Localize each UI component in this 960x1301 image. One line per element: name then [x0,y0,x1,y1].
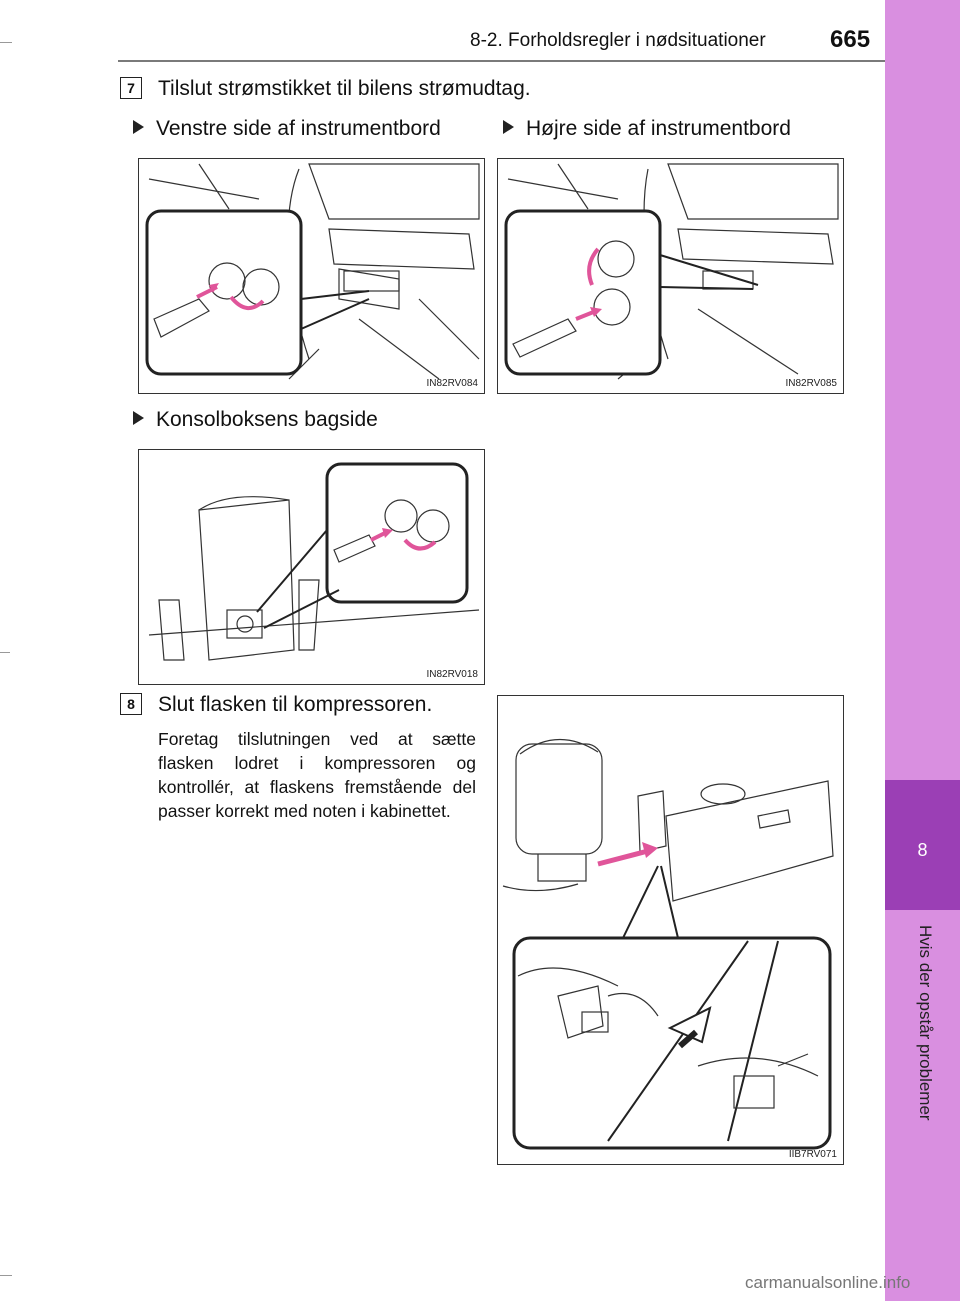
step-number-box: 7 [120,77,142,99]
triangle-bullet-icon [133,411,144,425]
console-illustration [139,450,483,683]
step-instruction: Slut flasken til kompressoren. [158,693,433,716]
bullet-label: Konsolboksens bagside [156,408,378,431]
compressor-illustration [498,696,842,1163]
figure-compressor-bottle [497,695,844,1165]
chapter-number-tab [885,780,960,910]
triangle-bullet-icon [503,120,514,134]
header-rule [118,60,885,62]
watermark: carmanualsonline.info [745,1273,911,1292]
bullet-right-dash [503,117,791,141]
dashboard-illustration [139,159,483,392]
bullet-left-dash [133,117,441,141]
crop-mark [0,1275,12,1276]
figure-code: IN82RV085 [785,378,837,389]
bullet-label: Venstre side af instrumentbord [156,117,441,140]
step-instruction: Tilslut strømstikket til bilens strømudtag. [158,77,531,100]
figure-code: IN82RV018 [426,669,478,680]
crop-mark [0,42,12,43]
bullet-console-back [133,408,378,432]
crop-mark [0,652,10,653]
triangle-bullet-icon [133,120,144,134]
figure-code: IIB7RV071 [788,1149,837,1160]
bullet-label: Højre side af instrumentbord [526,117,791,140]
step-description: Foretag tilslutningen ved at sætte flasken lodret i kompressoren og kontrollér, at flaskens fremstående del passer korrekt med noten i kabinettet. [158,729,476,821]
dashboard-illustration [498,159,842,392]
chapter-label: Hvis der opstår problemer [916,925,935,1121]
chapter-number: 8 [917,840,928,860]
page-number: 665 [830,26,871,53]
figure-right-dash-outlet [497,158,844,394]
section-title: 8-2. Forholdsregler i nødsituationer [470,30,766,51]
figure-console-outlet [138,449,485,685]
figure-left-dash-outlet [138,158,485,394]
figure-code: IN82RV084 [426,378,478,389]
step-number-box: 8 [120,693,142,715]
